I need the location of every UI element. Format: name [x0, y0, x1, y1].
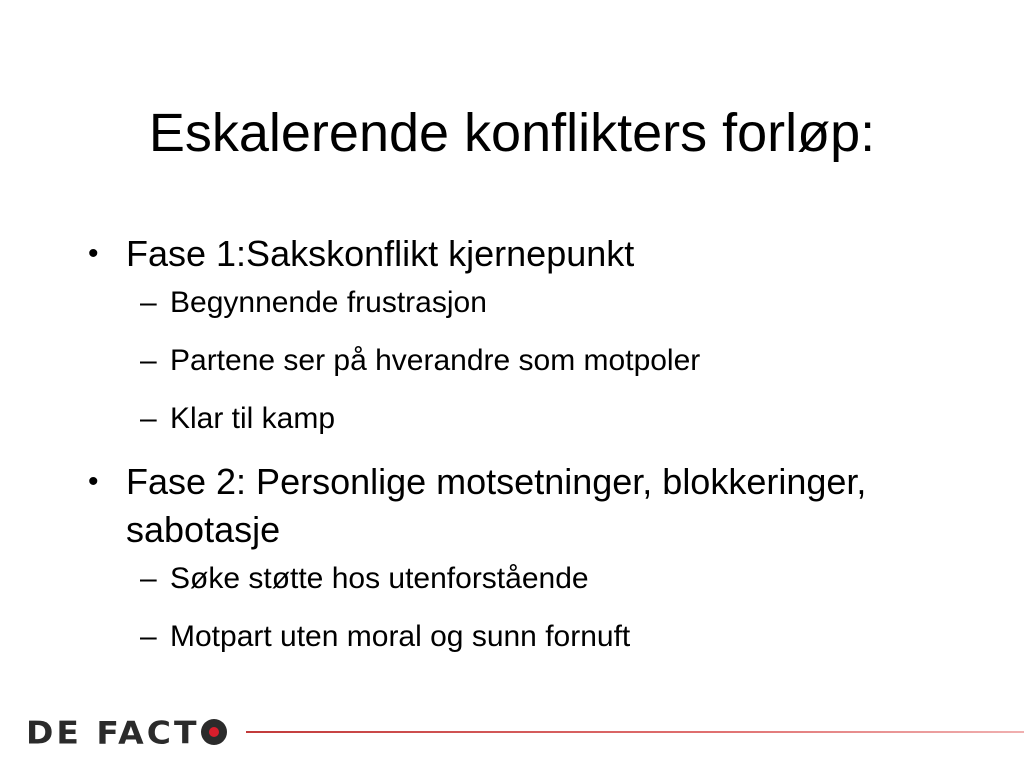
sub-bullet-item: [88, 618, 968, 656]
bullet-text: Fase 2: Personlige motsetninger, blokkeringer, sabotasje: [126, 461, 867, 550]
footer-rule: [246, 731, 1024, 733]
bullet-icon: •: [88, 465, 99, 498]
de-facto-logo: [26, 712, 227, 752]
sub-bullet-text: Motpart uten moral og sunn fornuft: [170, 620, 631, 653]
sub-bullet-item: [88, 342, 968, 380]
logo-o-icon: [201, 719, 227, 745]
sub-bullet-item: [88, 284, 968, 322]
sub-bullet-text: Søke støtte hos utenforstående: [170, 562, 589, 595]
dash-icon: –: [140, 402, 157, 435]
sub-bullet-list: [88, 284, 968, 438]
dash-icon: –: [140, 562, 157, 595]
dash-icon: –: [140, 286, 157, 319]
sub-bullet-text: Partene ser på hverandre som motpoler: [170, 344, 701, 377]
bullet-icon: •: [88, 237, 99, 270]
slide-title: Eskalerende konflikters forløp:: [148, 103, 876, 163]
slide-body: [88, 230, 968, 676]
sub-bullet-list: [88, 560, 968, 656]
dash-icon: –: [140, 620, 157, 653]
bullet-text: Fase 1:Sakskonflikt kjernepunkt: [126, 233, 635, 274]
dash-icon: –: [140, 344, 157, 377]
sub-bullet-text: Begynnende frustrasjon: [170, 286, 487, 319]
bullet-item: [88, 458, 968, 554]
sub-bullet-item: [88, 560, 968, 598]
sub-bullet-text: Klar til kamp: [170, 402, 336, 435]
sub-bullet-item: [88, 400, 968, 438]
bullet-item: [88, 230, 968, 278]
logo-text: DE FACT: [26, 713, 200, 751]
